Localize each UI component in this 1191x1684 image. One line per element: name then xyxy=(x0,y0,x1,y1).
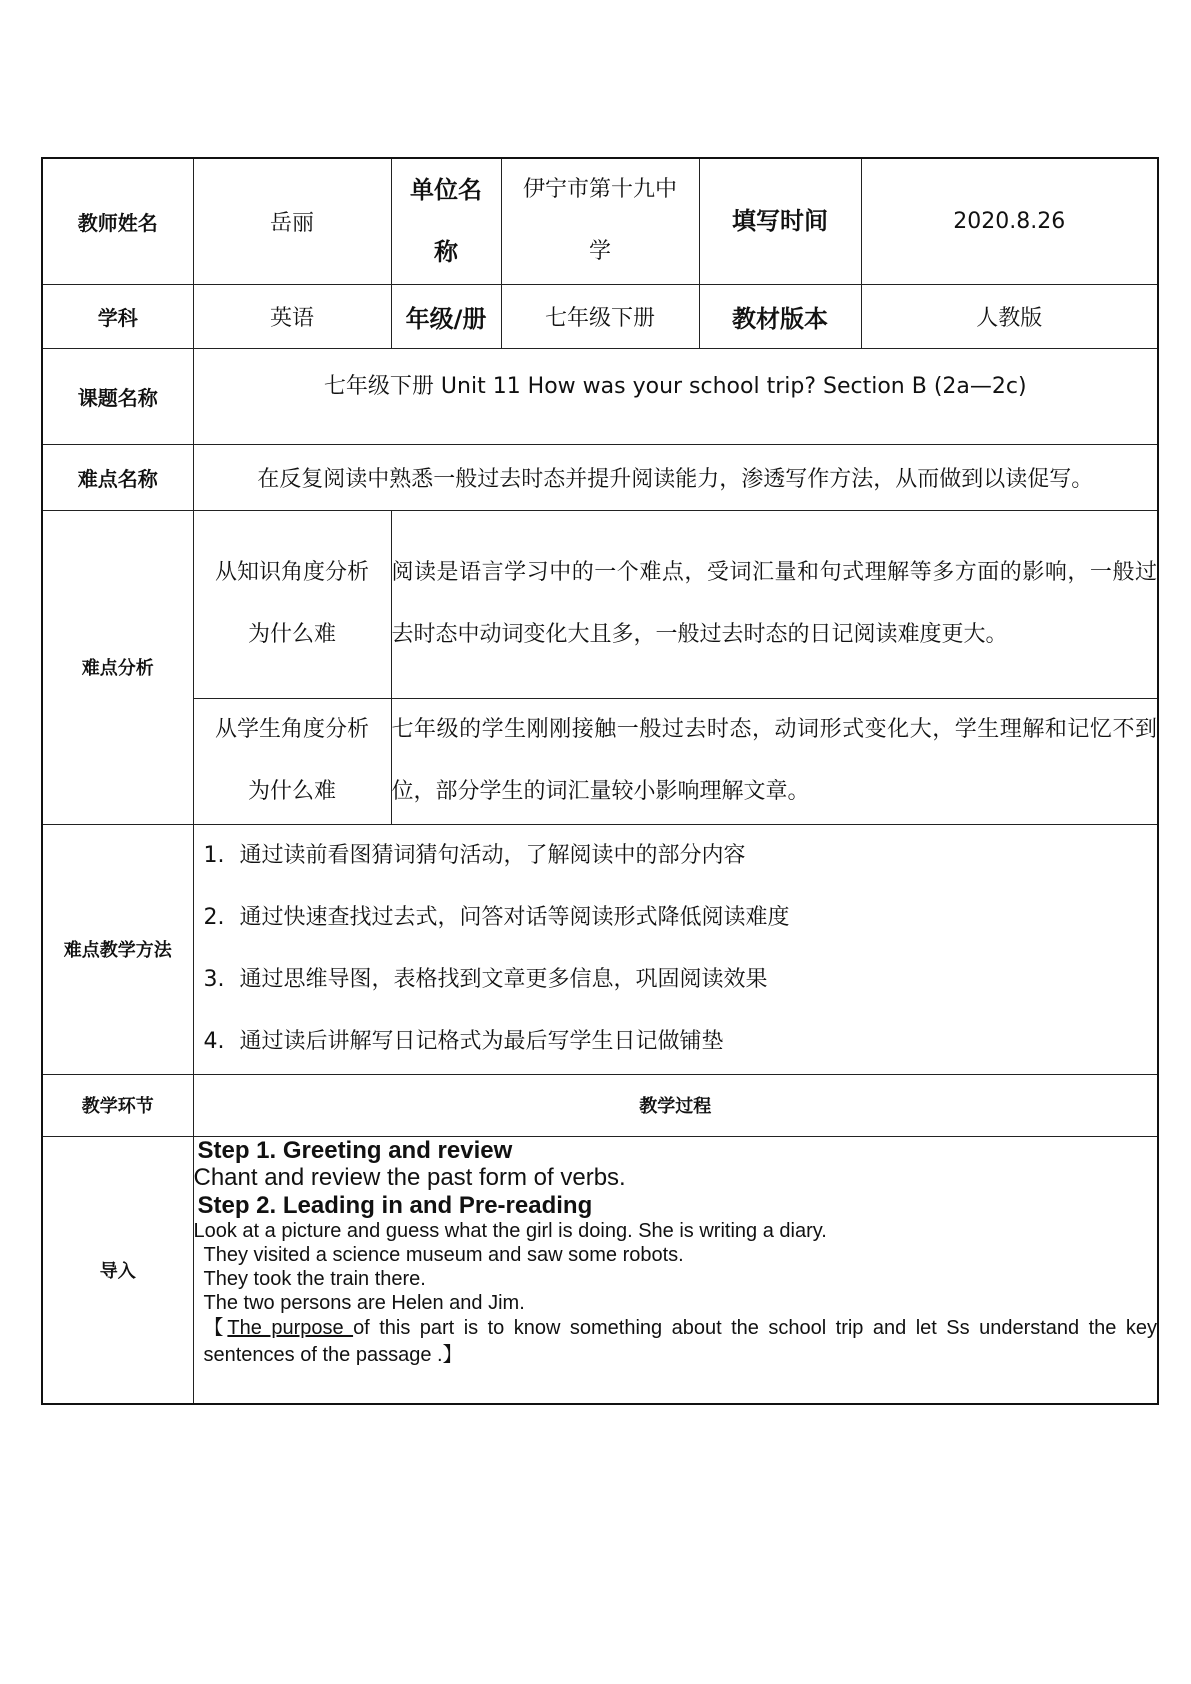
unit-value-line2: 学 xyxy=(588,239,611,265)
unit-value xyxy=(501,158,699,284)
intro-content xyxy=(193,1136,1158,1404)
method-item xyxy=(194,1011,1158,1073)
process-label: 教学过程 xyxy=(193,1074,1158,1136)
subject-value: 英语 xyxy=(193,284,391,348)
unit-label-line2: 称 xyxy=(434,238,458,267)
topic-label: 课题名称 xyxy=(42,348,193,444)
stage-label: 教学环节 xyxy=(42,1074,193,1136)
date-value: 2020.8.26 xyxy=(861,158,1158,284)
step2-heading: Step 2. Leading in and Pre-reading xyxy=(197,1191,593,1219)
subject-row xyxy=(42,284,1158,348)
method-text: 通过快速查找过去式，问答对话等阅读形式降低阅读难度 xyxy=(239,904,790,930)
header-row xyxy=(42,158,1158,284)
student-angle-text: 七年级的学生刚刚接触一般过去时态，动词形式变化大，学生理解和记忆不到位，部分学生的词汇量较小影响理解文章。 xyxy=(391,698,1158,824)
grade-value: 七年级下册 xyxy=(501,284,699,348)
analysis-knowledge-row xyxy=(42,510,1158,698)
method-item xyxy=(194,887,1158,949)
process-header-row xyxy=(42,1074,1158,1136)
purpose-rest: of this part is to know something about the school trip and let Ss understand the key sentences of the passage .】 xyxy=(203,1316,1158,1366)
student-angle-label xyxy=(193,698,391,824)
knowledge-angle-line2: 为什么难 xyxy=(247,622,336,647)
unit-label-line1: 单位名 xyxy=(410,176,482,205)
method-number: 2. xyxy=(203,904,225,930)
edition-value: 人教版 xyxy=(861,284,1158,348)
methods-row xyxy=(42,824,1158,1074)
method-item xyxy=(194,825,1158,887)
step2-line3: They took the train there. xyxy=(203,1267,426,1290)
purpose-note xyxy=(194,1315,1158,1369)
teacher-value: 岳丽 xyxy=(193,158,391,284)
date-label: 填写时间 xyxy=(699,158,861,284)
knowledge-angle-line1: 从知识角度分析 xyxy=(214,560,369,585)
intro-row xyxy=(42,1136,1158,1404)
step2-line1: Look at a picture and guess what the girl is doing. She is writing a diary. xyxy=(193,1219,827,1242)
method-number: 1. xyxy=(203,842,225,868)
purpose-underlined: The purpose xyxy=(227,1316,354,1339)
methods-list xyxy=(193,824,1158,1074)
topic-value: 七年级下册 Unit 11 How was your school trip? Section B (2a—2c) xyxy=(193,348,1158,444)
intro-label: 导入 xyxy=(42,1136,193,1404)
subject-label: 学科 xyxy=(42,284,193,348)
student-angle-line2: 为什么难 xyxy=(247,779,336,804)
method-text: 通过读后讲解写日记格式为最后写学生日记做铺垫 xyxy=(239,1028,724,1054)
difficulty-label: 难点名称 xyxy=(42,444,193,510)
grade-label: 年级/册 xyxy=(391,284,501,348)
step1-heading: Step 1. Greeting and review xyxy=(197,1136,513,1164)
teacher-label: 教师姓名 xyxy=(42,158,193,284)
step1-text: Chant and review the past form of verbs. xyxy=(193,1163,626,1191)
method-number: 3. xyxy=(203,966,225,992)
methods-label: 难点教学方法 xyxy=(42,824,193,1074)
difficulty-value: 在反复阅读中熟悉一般过去时态并提升阅读能力，渗透写作方法，从而做到以读促写。 xyxy=(193,444,1158,510)
lesson-plan-table xyxy=(41,157,1159,1405)
knowledge-angle-text: 阅读是语言学习中的一个难点，受词汇量和句式理解等多方面的影响，一般过去时态中动词变化大且多，一般过去时态的日记阅读难度更大。 xyxy=(391,510,1158,698)
step2-line2: They visited a science museum and saw some robots. xyxy=(203,1243,684,1266)
purpose-bracket: 【 xyxy=(203,1316,228,1339)
method-text: 通过思维导图，表格找到文章更多信息，巩固阅读效果 xyxy=(239,966,768,992)
student-angle-line1: 从学生角度分析 xyxy=(214,717,369,742)
analysis-student-row xyxy=(42,698,1158,824)
method-item xyxy=(194,949,1158,1011)
method-number: 4. xyxy=(203,1028,225,1054)
knowledge-angle-label xyxy=(193,510,391,698)
unit-value-line1: 伊宁市第十九中 xyxy=(522,177,677,203)
edition-label: 教材版本 xyxy=(699,284,861,348)
analysis-label: 难点分析 xyxy=(42,510,193,824)
lesson-plan-sheet xyxy=(41,157,1157,1405)
method-text: 通过读前看图猜词猜句活动，了解阅读中的部分内容 xyxy=(239,842,746,868)
topic-row xyxy=(42,348,1158,444)
difficulty-row xyxy=(42,444,1158,510)
unit-label xyxy=(391,158,501,284)
step2-line4: The two persons are Helen and Jim. xyxy=(203,1291,525,1314)
